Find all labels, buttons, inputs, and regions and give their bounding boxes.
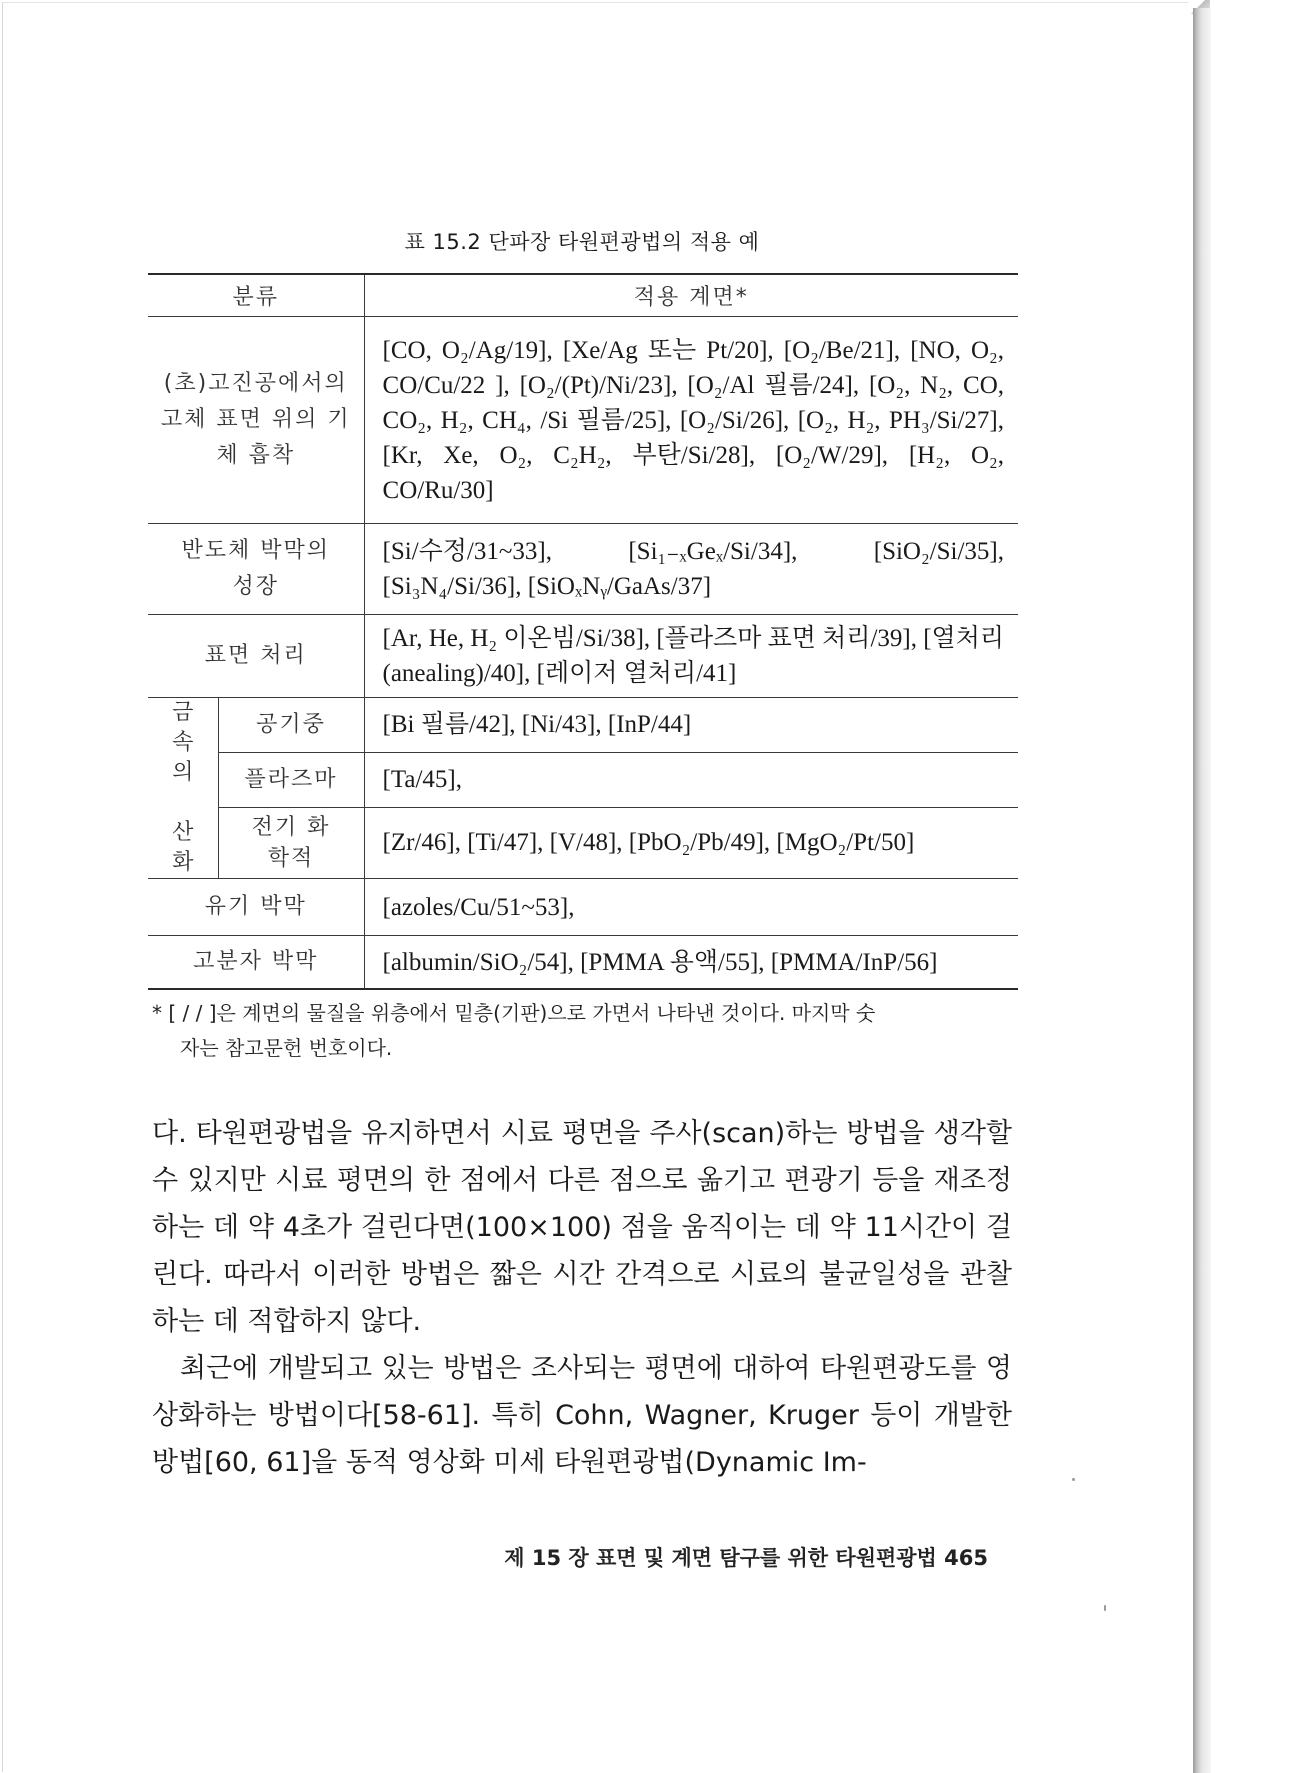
row-application: [Si/수정/31~33], [Si₁₋ₓGeₓ/Si/34], [SiO₂/Si/35], [Si₃N₄/Si/36], [SiOₓNᵧ/GaAs/37] (364, 524, 1018, 615)
group-char: 화 (172, 850, 194, 875)
footnote-line: * [ / / ]은 계면의 물질을 위층에서 밑층(기판)으로 가면서 나타낸 것이다. 마지막 숫 (152, 1001, 876, 1025)
group-char: 산 (172, 820, 194, 845)
row-application: [Ta/45], (364, 752, 1018, 807)
row-application: [Ar, He, H₂ 이온빔/Si/38], [플라즈마 표면 처리/39], [열처리(anealing)/40], [레이저 열처리/41] (364, 615, 1018, 698)
table-row (148, 615, 1018, 698)
oxidation-sub-category: 전기 화학적 (218, 807, 364, 878)
scan-speck (1072, 1478, 1075, 1481)
table-row (148, 879, 1018, 936)
running-footer: 제 15 장 표면 및 계면 탐구를 위한 타원편광법 465 (504, 1546, 988, 1570)
footnote-line: 자는 참고문헌 번호이다. (180, 1036, 393, 1060)
group-char: 의 (172, 760, 194, 785)
table-row (148, 936, 1018, 990)
paragraph: 최근에 개발되고 있는 방법은 조사되는 평면에 대하여 타원편광도를 영상화하는 방법이다[58-61]. 특히 Cohn, Wagner, Kruger 등이 개발한 방법[60, 61]을 동적 영상화 미세 타원편광법(Dynamic Im- (152, 1353, 1012, 1478)
table-row (148, 752, 1018, 807)
table-row (148, 524, 1018, 615)
header-application: 적용 계면* (364, 274, 1018, 317)
body-text (152, 1110, 1012, 1486)
table-row (148, 698, 1018, 753)
row-category: 유기 박막 (148, 879, 364, 936)
table-row (148, 807, 1018, 878)
row-category: 고분자 박막 (148, 936, 364, 990)
scan-speck (1104, 1605, 1106, 1611)
group-char: 속 (172, 730, 194, 755)
row-category: (초)고진공에서의 고체 표면 위의 기체 흡착 (148, 317, 364, 524)
oxidation-sub-category: 공기중 (218, 698, 364, 753)
header-category: 분류 (148, 274, 364, 317)
row-application: [albumin/SiO₂/54], [PMMA 용액/55], [PMMA/InP/56] (364, 936, 1018, 990)
table-header-row (148, 274, 1018, 317)
row-category: 반도체 박막의 성장 (148, 524, 364, 615)
application-table (148, 273, 1018, 990)
oxidation-sub-category: 플라즈마 (218, 752, 364, 807)
table-row (148, 317, 1018, 524)
row-application: [azoles/Cu/51~53], (364, 879, 1018, 936)
oxidation-group-label (148, 698, 218, 879)
table-footnote (152, 996, 1020, 1066)
table-caption: 표 15.2 단파장 타원편광법의 적용 예 (404, 230, 760, 254)
paragraph: 다. 타원편광법을 유지하면서 시료 평면을 주사(scan)하는 방법을 생각할 수 있지만 시료 평면의 한 점에서 다른 점으로 옮기고 편광기 등을 재조정하는 데 약 4초가 걸린다면(100×100) 점을 움직이는 데 약 11시간이 걸린다. 따라서 이러한 방법은 짧은 시간 간격으로 시료의 불균일성을 관찰하는 데 적합하지 않다. (152, 1118, 1012, 1337)
group-char: 금 (172, 700, 194, 725)
page-edge-shadow (1193, 8, 1211, 1773)
row-application: [Zr/46], [Ti/47], [V/48], [PbO₂/Pb/49], [MgO₂/Pt/50] (364, 807, 1018, 878)
row-category: 표면 처리 (148, 615, 364, 698)
row-application: [CO, O₂/Ag/19], [Xe/Ag 또는 Pt/20], [O₂/Be/21], [NO, O₂, CO/Cu/22 ], [O₂/(Pt)/Ni/23], [O₂/Al 필름/24], [O₂, N₂, CO, CO₂, H₂, CH₄, /Si 필름/25], [O₂/Si/26], [O₂, H₂, PH₃/Si/27], [Kr, Xe, O₂, C₂H₂, 부탄/Si/28], [O₂/W/29], [H₂, O₂, CO/Ru/30] (364, 317, 1018, 524)
row-application: [Bi 필름/42], [Ni/43], [InP/44] (364, 698, 1018, 753)
